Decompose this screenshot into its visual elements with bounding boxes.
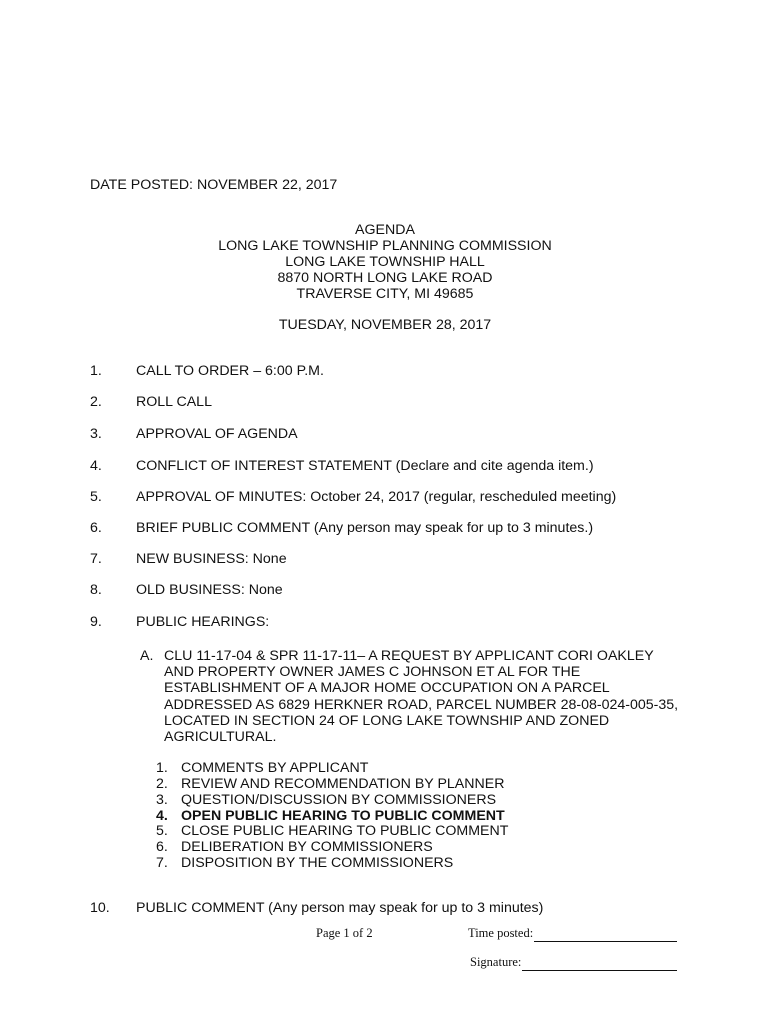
meeting-date: TUESDAY, NOVEMBER 28, 2017	[278, 317, 492, 333]
signature-field	[470, 955, 677, 971]
time-posted-label: Time posted:	[468, 926, 534, 940]
date-posted: DATE POSTED: NOVEMBER 22, 2017	[90, 177, 338, 193]
hearing-step	[156, 776, 504, 792]
item-number: 7.	[90, 551, 102, 567]
step-text: OPEN PUBLIC HEARING TO PUBLIC COMMENT	[181, 808, 505, 824]
time-posted-field	[468, 926, 677, 942]
step-text: REVIEW AND RECOMMENDATION BY PLANNER	[181, 776, 505, 792]
hearing-step	[156, 839, 433, 855]
item-number: 3.	[90, 426, 102, 442]
item-text: APPROVAL OF MINUTES: October 24, 2017 (regular, rescheduled meeting)	[136, 489, 617, 505]
step-number: 6.	[156, 839, 168, 855]
hearing-line: ESTABLISHMENT OF A MAJOR HOME OCCUPATION ON A PARCEL	[164, 680, 610, 697]
item-text: BRIEF PUBLIC COMMENT (Any person may speak for up to 3 minutes.)	[136, 520, 594, 536]
step-text: CLOSE PUBLIC HEARING TO PUBLIC COMMENT	[181, 823, 509, 839]
item-number: 5.	[90, 489, 102, 505]
item-number: 1.	[90, 363, 102, 379]
hearing-line: AND PROPERTY OWNER JAMES C JOHNSON ET AL FOR THE	[164, 664, 581, 681]
step-text: QUESTION/DISCUSSION BY COMMISSIONERS	[181, 792, 497, 808]
item-text: ROLL CALL	[136, 394, 212, 410]
hearing-step	[156, 823, 508, 839]
step-number: 5.	[156, 823, 168, 839]
organization-name: LONG LAKE TOWNSHIP PLANNING COMMISSION	[218, 238, 552, 254]
item-text: PUBLIC HEARINGS:	[136, 614, 270, 630]
hearing-line: AGRICULTURAL.	[164, 729, 277, 746]
step-text: DELIBERATION BY COMMISSIONERS	[181, 839, 433, 855]
hearing-step	[156, 792, 496, 808]
item-number: 6.	[90, 520, 102, 536]
item-text: CALL TO ORDER – 6:00 P.M.	[136, 363, 324, 379]
item-number: 2.	[90, 394, 102, 410]
time-posted-line	[534, 926, 677, 942]
item-text: OLD BUSINESS: None	[136, 582, 283, 598]
step-number: 7.	[156, 855, 168, 871]
signature-line	[522, 955, 677, 971]
agenda-title: AGENDA	[355, 222, 415, 238]
hearing-step	[156, 855, 453, 871]
item-text: CONFLICT OF INTEREST STATEMENT (Declare and cite agenda item.)	[136, 458, 594, 474]
item-number: 9.	[90, 614, 102, 630]
hearing-step	[156, 760, 368, 776]
street-address: 8870 NORTH LONG LAKE ROAD	[277, 270, 493, 286]
step-number: 4.	[156, 808, 168, 824]
item-text: APPROVAL OF AGENDA	[136, 426, 298, 442]
item-text: PUBLIC COMMENT (Any person may speak for up to 3 minutes)	[136, 900, 544, 916]
item-number: 4.	[90, 458, 102, 474]
city-address: TRAVERSE CITY, MI 49685	[296, 286, 474, 302]
hearing-description	[164, 648, 704, 745]
item-number: 10.	[90, 900, 110, 916]
step-number: 3.	[156, 792, 168, 808]
step-number: 1.	[156, 760, 168, 776]
step-number: 2.	[156, 776, 168, 792]
step-text: COMMENTS BY APPLICANT	[181, 760, 369, 776]
hearing-line: ADDRESSED AS 6829 HERKNER ROAD, PARCEL NUMBER 28-08-024-005-35,	[164, 696, 679, 713]
hearing-letter: A.	[140, 648, 154, 664]
page-number: Page 1 of 2	[316, 926, 373, 940]
hearing-step-highlighted	[156, 808, 505, 824]
signature-label: Signature:	[470, 955, 522, 969]
hall-name: LONG LAKE TOWNSHIP HALL	[285, 254, 485, 270]
hearing-line: LOCATED IN SECTION 24 OF LONG LAKE TOWNSHIP AND ZONED	[164, 712, 610, 729]
hearing-line: CLU 11-17-04 & SPR 11-17-11– A REQUEST BY APPLICANT CORI OAKLEY	[164, 648, 654, 664]
item-number: 8.	[90, 582, 102, 598]
item-text: NEW BUSINESS: None	[136, 551, 287, 567]
step-text: DISPOSITION BY THE COMMISSIONERS	[181, 855, 454, 871]
